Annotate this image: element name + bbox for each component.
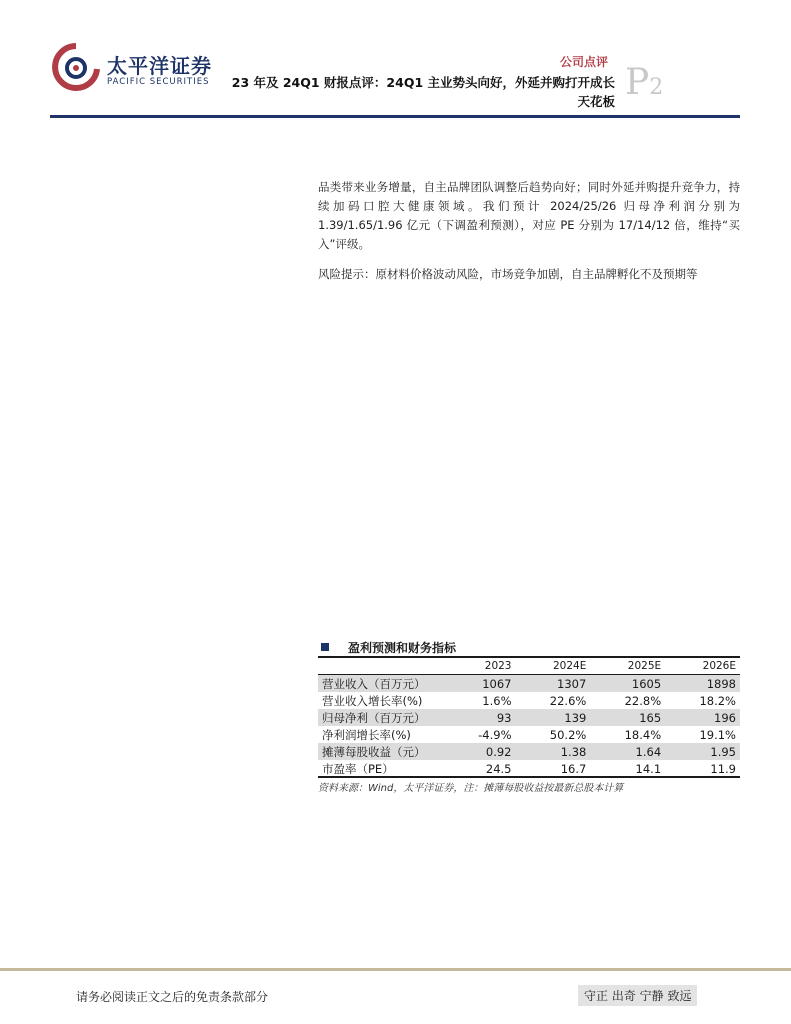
footer-divider: [0, 968, 791, 971]
header-divider: [50, 115, 740, 118]
table-title: 盈利预测和财务指标: [348, 641, 457, 655]
table-cell: 16.7: [560, 761, 587, 776]
table-cell: 1898: [665, 675, 740, 693]
table-header-row: [318, 657, 740, 675]
table-cell: 50.2%: [549, 727, 587, 742]
header-blank: [318, 657, 446, 675]
table-cell: 139: [516, 709, 591, 726]
risk-paragraph: 风险提示：原材料价格波动风险，市场竞争加剧，自主品牌孵化不及预期等: [318, 267, 698, 281]
column-header: 2026E: [702, 659, 736, 672]
table-row: [318, 760, 740, 777]
table-cell: 18.4%: [624, 727, 662, 742]
table-cell: 24.5: [485, 761, 512, 776]
page-number: [625, 62, 663, 103]
table-cell: 1.64: [590, 743, 665, 760]
table-bottom-rule: [318, 776, 740, 778]
table-cell: 1307: [516, 675, 591, 693]
report-title: 23 年及 24Q1 财报点评：24Q1 主业势头向好，外延并购打开成长天花板: [231, 75, 615, 109]
table-cell: 165: [590, 709, 665, 726]
table-row: [318, 726, 740, 743]
report-category: 公司点评: [560, 55, 609, 69]
table-cell: 1067: [446, 675, 516, 693]
summary-paragraph: 品类带来业务增量，自主品牌团队调整后趋势向好；同时外延并购提升竞争力，持续加码口腔大健康领域。我们预计 2024/25/26 归母净利润分别为 1.39/1.65/1.96 亿元（下调盈利预测），对应 PE 分别为 17/14/12 倍，维持“买入”评级。: [318, 180, 740, 251]
table-cell: -4.9%: [478, 727, 512, 742]
row-label: 市盈率（PE）: [322, 761, 394, 776]
table-source-note: 资料来源：Wind，太平洋证券，注：摊薄每股收益按最新总股本计算: [318, 783, 624, 794]
table-cell: 1.38: [516, 743, 591, 760]
company-logo: [50, 42, 210, 92]
row-label: 营业收入增长率(%): [322, 693, 423, 708]
logo-chinese-name: 太平洋证券: [107, 54, 212, 78]
table-cell: 18.2%: [699, 693, 736, 708]
row-label: 归母净利（百万元）: [318, 709, 446, 726]
table-cell: 93: [446, 709, 516, 726]
row-label: 净利润增长率(%): [322, 727, 411, 742]
table-cell: 0.92: [446, 743, 516, 760]
table-cell: 22.6%: [549, 693, 587, 708]
table-row: [318, 709, 740, 726]
row-label: 摊薄每股收益（元）: [318, 743, 446, 760]
footer-motto: 守正 出奇 宁静 致远: [578, 985, 697, 1006]
table-cell: 19.1%: [699, 727, 736, 742]
logo-english-name: PACIFIC SECURITIES: [107, 77, 210, 87]
table-cell: 1.95: [665, 743, 740, 760]
table-cell: 1605: [590, 675, 665, 693]
table-cell: 196: [665, 709, 740, 726]
footer-disclaimer: 请务必阅读正文之后的免责条款部分: [76, 990, 269, 1004]
pacific-securities-logo-icon: [50, 42, 102, 92]
table-heading: [318, 639, 740, 657]
column-header: 2025E: [627, 659, 662, 672]
table-row: [318, 692, 740, 709]
table-row: [318, 675, 740, 693]
page-letter: P: [625, 62, 650, 103]
table-row: [318, 743, 740, 760]
financial-forecast-table: [318, 657, 740, 777]
table-cell: 14.1: [635, 761, 662, 776]
table-cell: 11.9: [710, 761, 736, 776]
row-label: 营业收入（百万元）: [318, 675, 446, 693]
square-bullet-icon: [321, 643, 329, 651]
page-digit: 2: [649, 75, 664, 100]
column-header: 2023: [484, 659, 512, 672]
table-cell: 22.8%: [624, 693, 662, 708]
table-cell: 1.6%: [482, 693, 512, 708]
column-header: 2024E: [552, 659, 587, 672]
